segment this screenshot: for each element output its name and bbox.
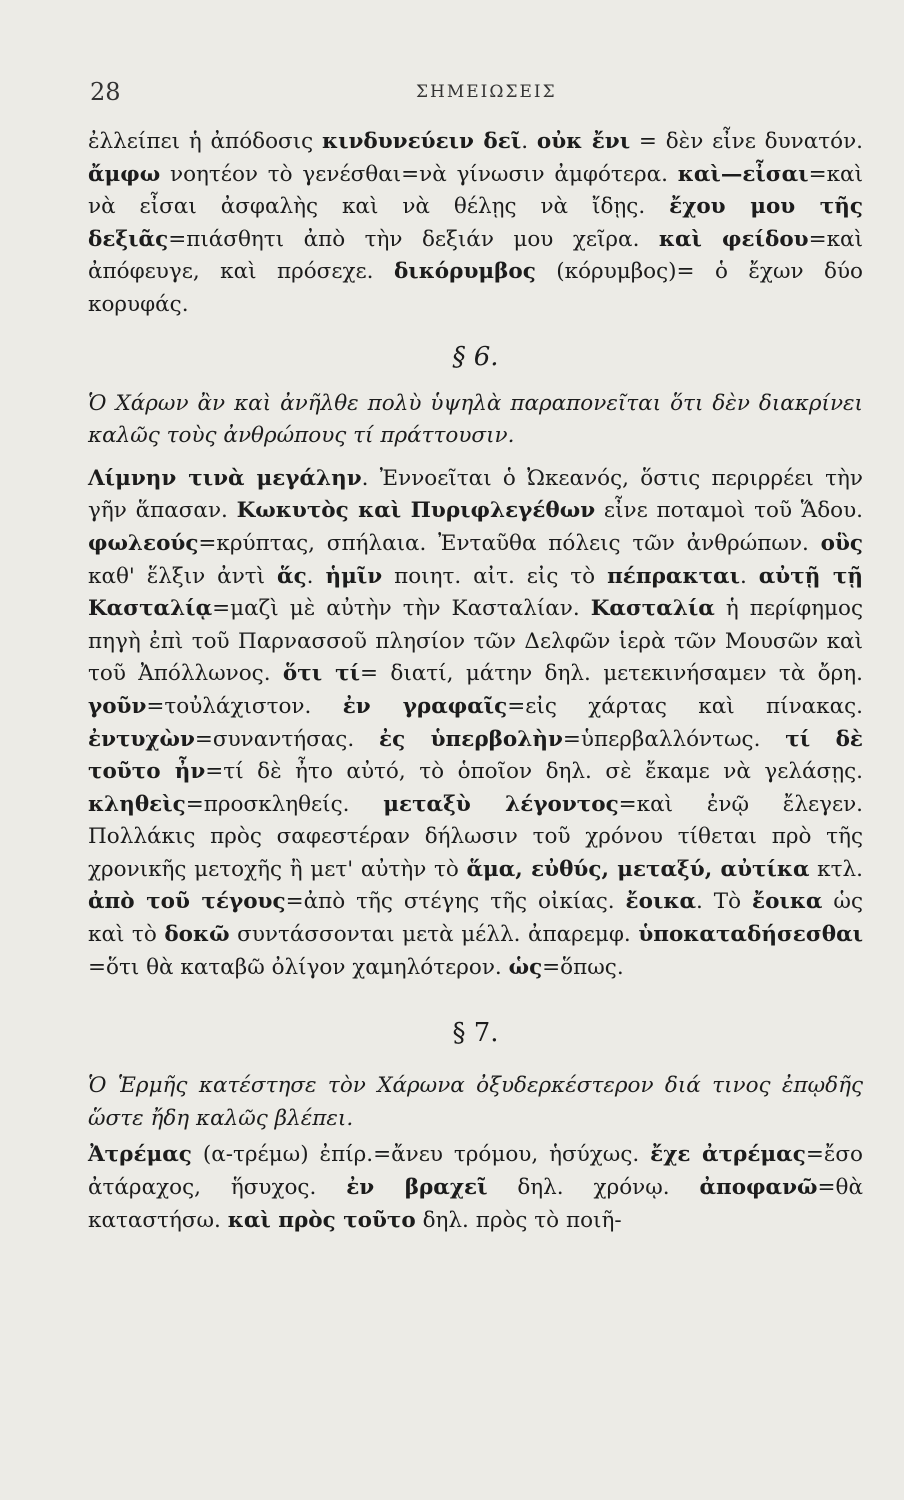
bold-term: τί δὲ τοῦτο ἦν xyxy=(88,726,863,785)
note-text: . Τὸ xyxy=(696,889,752,915)
note-text: εἶνε ποταμοὶ τοῦ Ἅδου. xyxy=(595,498,863,524)
note-text: ποιητ. αἰτ. εἰς τὸ xyxy=(382,563,608,589)
note-text: =τοὐλάχιστον. xyxy=(146,693,343,719)
note-text: = δὲν εἶνε δυνατόν. xyxy=(630,129,864,154)
bold-term: ὑποκαταδήσεσθαι xyxy=(638,922,864,948)
bold-term: ἔχου μου τῆς δεξιᾶς xyxy=(88,194,864,252)
bold-term: ἔχε ἀτρέμας xyxy=(650,1142,806,1168)
bold-term: ἔοικα xyxy=(625,889,697,915)
bold-term: ἐς ὑπερβολὴν xyxy=(379,726,563,752)
running-title: ΣΗΜΕΙΩΣΕΙΣ xyxy=(416,82,557,102)
bold-term: αὐτῇ τῇ Κασταλίᾳ xyxy=(88,563,864,622)
bold-term: οὐκ ἔνι xyxy=(536,129,631,154)
note-text: =ἀπὸ τῆς στέγης τῆς οἰκίας. xyxy=(285,889,626,915)
bold-term: γοῦν xyxy=(88,693,147,719)
bold-term: κληθεὶς xyxy=(88,791,186,817)
note-text: . Ἐννοεῖται ὁ Ὠκεανός, ὅστις περιρρέει τὴν γῆν ἅπασαν. xyxy=(88,465,863,524)
bold-term: κινδυνεύειν δεῖ xyxy=(321,129,522,154)
note-text: =ὅτι θὰ καταβῶ ὀλίγον χαμηλότερον. xyxy=(88,954,509,980)
note-text: =ὑπερβαλλόντως. xyxy=(562,726,786,752)
bold-term: ὅτι τί xyxy=(282,661,361,687)
note-text: =καὶ νὰ εἶσαι ἀσφαλὴς καὶ νὰ θέλῃς νὰ ἴδῃς. xyxy=(88,161,863,220)
bold-term: ἀποφανῶ xyxy=(699,1175,818,1201)
bold-term: Κωκυτὸς καὶ Πυριφλεγέθων xyxy=(236,498,596,524)
note-text: =συναντήσας. xyxy=(194,726,379,752)
note-text: νοητέον τὸ γενέσθαι=νὰ γίνωσιν ἀμφότερα. xyxy=(160,161,678,187)
note-text: . xyxy=(306,563,326,589)
body-text xyxy=(88,126,863,1237)
note-text: ἐλλείπει ἡ ἀπόδοσις xyxy=(88,129,322,154)
bold-term: Λίμνην τινὰ μεγάλην xyxy=(88,465,362,491)
note-text: . xyxy=(739,563,759,589)
note-text: (α-τρέμω) ἐπίρ.=ἄνευ τρόμου, ἡσύχως. xyxy=(191,1142,651,1168)
note-text: (κόρυμβος)= ὁ ἔχων δύο κορυφάς. xyxy=(88,259,863,317)
note-text: = διατί, μάτην δηλ. μετεκινήσαμεν τὰ ὄρη. xyxy=(360,661,863,687)
page-header xyxy=(90,78,864,108)
bold-term: ἅμα, εὐθύς, μεταξύ, αὐτίκα xyxy=(466,856,810,882)
bold-term: ἡμῖν xyxy=(325,563,383,589)
note-text: δηλ. χρόνῳ. xyxy=(487,1175,700,1201)
bold-term: οὓς xyxy=(820,530,863,556)
bold-term: ἐν γραφαῖς xyxy=(342,693,508,719)
note-text: . xyxy=(521,129,537,154)
bold-term: μεταξὺ λέγοντος xyxy=(383,791,619,817)
section-6-summary: Ὁ Χάρων ἂν καὶ ἀνῆλθε πολὺ ὑψηλὰ παραπονεῖται ὅτι δὲν διακρίνει καλῶς τοὺς ἀνθρώπους τί πράττουσιν. xyxy=(88,390,863,449)
bold-term: καὶ—εἶσαι xyxy=(677,161,809,187)
note-text: κτλ. xyxy=(809,856,863,882)
note-text: συντάσσονται μετὰ μέλλ. ἀπαρεμφ. xyxy=(229,922,639,948)
note-text: =πιάσθητι ἀπὸ τὴν δεξιάν μου χεῖρα. xyxy=(168,226,659,252)
bold-term: Κασταλία xyxy=(590,596,715,622)
bold-term: καὶ φείδου xyxy=(658,226,809,252)
bold-term: ἀπὸ τοῦ τέγους xyxy=(88,889,286,915)
bold-term: δικόρυμβος xyxy=(393,259,536,285)
bold-term: ἐντυχὼν xyxy=(88,726,195,752)
note-text: =μαζὶ μὲ αὐτὴν τὴν Κασταλίαν. xyxy=(212,596,591,622)
bold-term: ἐν βραχεῖ xyxy=(346,1175,488,1201)
page-number: 28 xyxy=(90,78,121,106)
note-text: δηλ. πρὸς τὸ ποιῆ- xyxy=(415,1207,622,1233)
note-text: =τί δὲ ἦτο αὐτό, τὸ ὁποῖον δηλ. σὲ ἔκαμε νὰ γελάσῃς. xyxy=(205,759,863,785)
note-text: =ἔσο ἀτάραχος, ἥσυχος. xyxy=(88,1142,863,1201)
bold-term: δοκῶ xyxy=(164,922,230,948)
section-7-summary: Ὁ Ἑρμῆς κατέστησε τὸν Χάρωνα ὀξυδερκέστερον διά τινος ἐπῳδῆς ὥστε ἤδη καλῶς βλέπει. xyxy=(88,1073,863,1131)
note-text: =θὰ καταστήσω. xyxy=(88,1175,863,1233)
bold-term: ὡς xyxy=(508,954,543,980)
note-text: =καὶ ἀπόφευγε, καὶ πρόσεχε. xyxy=(88,226,863,285)
section-6-notes xyxy=(88,463,863,985)
note-text: ὡς καὶ τὸ xyxy=(88,889,863,948)
bold-term: πέπρακται xyxy=(607,563,740,589)
note-text: =κρύπτας, σπήλαια. Ἐνταῦθα πόλεις τῶν ἀνθρώπων. xyxy=(198,530,821,556)
bold-term: φωλεούς xyxy=(88,530,199,556)
section-7-heading: § 7. xyxy=(452,1018,499,1049)
note-text: =καὶ ἐνῷ ἔλεγεν. Πολλάκις πρὸς σαφεστέραν δήλωσιν τοῦ χρόνου τίθεται πρὸ τῆς χρονικῆς μετοχῆς ἢ μετ' αὐτὴν τὸ xyxy=(88,791,863,882)
note-text: =εἰς χάρτας καὶ πίνακας. xyxy=(507,693,863,719)
note-text: καθ' ἕλξιν ἀντὶ xyxy=(88,563,278,589)
bold-term: ἅς xyxy=(277,563,307,589)
bold-term: Ἀτρέμας xyxy=(88,1142,192,1168)
bold-term: καὶ πρὸς τοῦτο xyxy=(227,1207,416,1233)
note-text: =προσκληθείς. xyxy=(185,791,384,817)
note-text: =ὅπως. xyxy=(542,954,624,980)
bold-term: ἄμφω xyxy=(88,161,161,187)
bold-term: ἔοικα xyxy=(752,889,823,915)
continuation-paragraph xyxy=(88,126,863,322)
note-text: ἡ περίφημος πηγὴ ἐπὶ τοῦ Παρνασσοῦ πλησίον τῶν Δελφῶν ἱερὰ τῶν Μουσῶν καὶ τοῦ Ἀπόλλωνος. xyxy=(88,596,863,687)
section-6-heading: § 6. xyxy=(452,341,499,372)
section-7-notes xyxy=(88,1139,863,1237)
